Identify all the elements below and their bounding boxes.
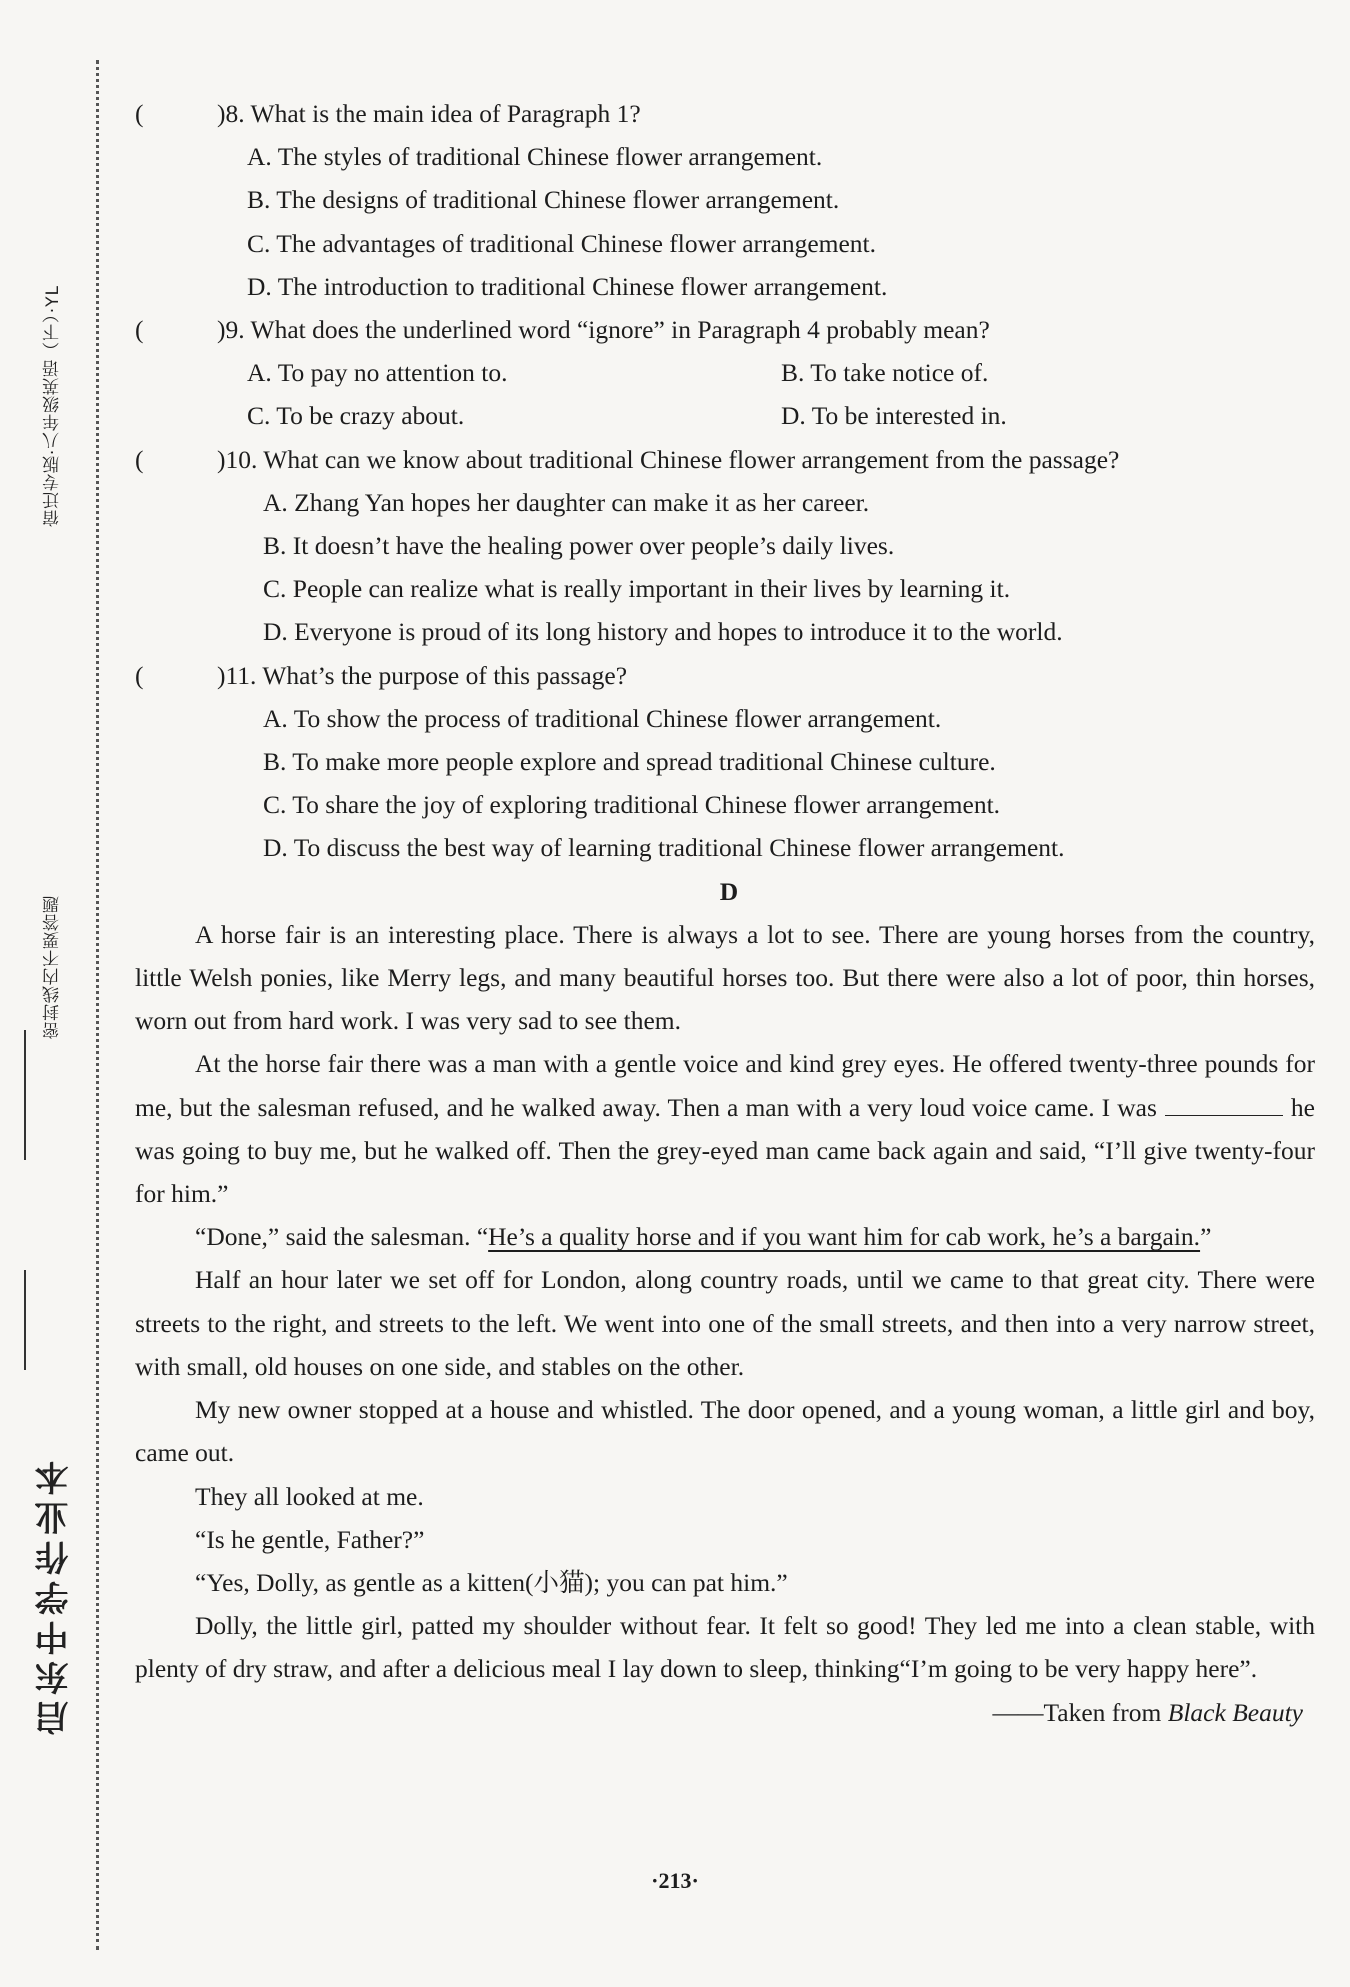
question-stem: )11. What’s the purpose of this passage? — [217, 660, 628, 690]
passage-paragraph: My new owner stopped at a house and whistled. The door opened, and a young woman, a little girl and boy, came out. — [135, 1395, 1315, 1468]
section-heading: D — [719, 876, 739, 906]
option: C. People can realize what is really important in their lives by learning it. — [263, 574, 1011, 604]
option: A. To pay no attention to. — [247, 358, 508, 388]
passage-paragraph: “Yes, Dolly, as gentle as a kitten(小猫); you can pat him.” — [195, 1567, 788, 1597]
option-row — [135, 351, 1315, 394]
question-8 — [135, 92, 1315, 135]
question-11 — [135, 654, 1315, 697]
margin-mark-lower — [24, 1270, 26, 1370]
seal-warning: 密封线内不要答题 — [43, 895, 63, 1039]
passage-paragraph: A horse fair is an interesting place. There is always a lot to see. There are young horses from the country, little Welsh ponies, like Merry legs, and many beautiful horses too. But there were also a lot of poor, thin horses, worn out from hard work. I was very sad to see them. — [135, 919, 1315, 1036]
answer-paren[interactable]: ( — [135, 315, 144, 345]
passage-paragraph: They all looked at me. — [195, 1481, 424, 1511]
option: B. To take notice of. — [781, 358, 989, 388]
option: A. To show the process of traditional Chinese flower arrangement. — [263, 703, 942, 733]
answer-paren[interactable]: ( — [135, 444, 144, 474]
option: C. To be crazy about. — [247, 401, 465, 431]
answer-paren[interactable]: ( — [135, 99, 144, 128]
margin-mark-upper — [24, 1030, 26, 1160]
book-title: 启东中学作业本 — [35, 1455, 75, 1735]
question-stem: )8. What is the main idea of Paragraph 1? — [217, 99, 641, 128]
option: B. To make more people explore and spread traditional Chinese culture. — [263, 747, 996, 777]
question-9 — [135, 308, 1315, 351]
option: D. To be interested in. — [781, 401, 1007, 431]
option: D. To discuss the best way of learning traditional Chinese flower arrangement. — [263, 833, 1065, 863]
question-stem: )9. What does the underlined word “ignore” in Paragraph 4 probably mean? — [217, 315, 990, 345]
edition-label: 宿迁专版·八年级英语（下）·YL — [43, 285, 63, 528]
underlined-sentence: He’s a quality horse and if you want him for cab work, he’s a bargain. — [488, 1222, 1201, 1252]
option: B. It doesn’t have the healing power over people’s daily lives. — [263, 531, 895, 561]
passage-paragraph: At the horse fair there was a man with a gentle voice and kind grey eyes. He offered twenty-three pounds for me, but the salesman refused, and he walked away. Then a man with a very loud voice came. I was he was going to buy me, but he walked off. Then the grey-eyed man came back again and said, “I’ll give twenty-four for him.” — [135, 1049, 1315, 1209]
option: B. The designs of traditional Chinese flower arrangement. — [247, 185, 840, 215]
option: C. The advantages of traditional Chinese flower arrangement. — [247, 228, 877, 258]
option: D. Everyone is proud of its long history and hopes to introduce it to the world. — [263, 617, 1063, 647]
passage-paragraph: Half an hour later we set off for London, along country roads, until we came to that great city. There were streets to the right, and streets to the left. We went into one of the small streets, and then into a very narrow street, with small, old houses on one side, and stables on the other. — [135, 1265, 1315, 1381]
passage-paragraph: Dolly, the little girl, patted my shoulder without fear. It felt so good! They led me into a clean stable, with plenty of dry straw, and after a delicious meal I lay down to sleep, thinking“I’m going to be very happy here”. — [135, 1611, 1315, 1684]
passage-paragraph: “Is he gentle, Father?” — [195, 1524, 425, 1554]
page-number: ·213· — [651, 1868, 699, 1893]
fill-in-blank[interactable] — [1165, 1091, 1283, 1116]
option-row — [135, 394, 1315, 437]
question-stem: )10. What can we know about traditional Chinese flower arrangement from the passage? — [217, 444, 1120, 474]
question-10 — [135, 438, 1315, 481]
answer-paren[interactable]: ( — [135, 660, 144, 690]
seal-dashed-line — [96, 60, 99, 1950]
option: A. The styles of traditional Chinese flower arrangement. — [247, 142, 823, 172]
source-citation: ——Taken from Black Beauty — [992, 1697, 1303, 1727]
source-title: Black Beauty — [1167, 1697, 1303, 1727]
option: D. The introduction to traditional Chinese flower arrangement. — [247, 271, 888, 301]
option: C. To share the joy of exploring traditional Chinese flower arrangement. — [263, 790, 1001, 820]
passage-paragraph: “Done,” said the salesman. “He’s a quality horse and if you want him for cab work, he’s a bargain.” — [195, 1222, 1212, 1252]
page-content — [135, 92, 1315, 1734]
option: A. Zhang Yan hopes her daughter can make it as her career. — [263, 487, 870, 517]
